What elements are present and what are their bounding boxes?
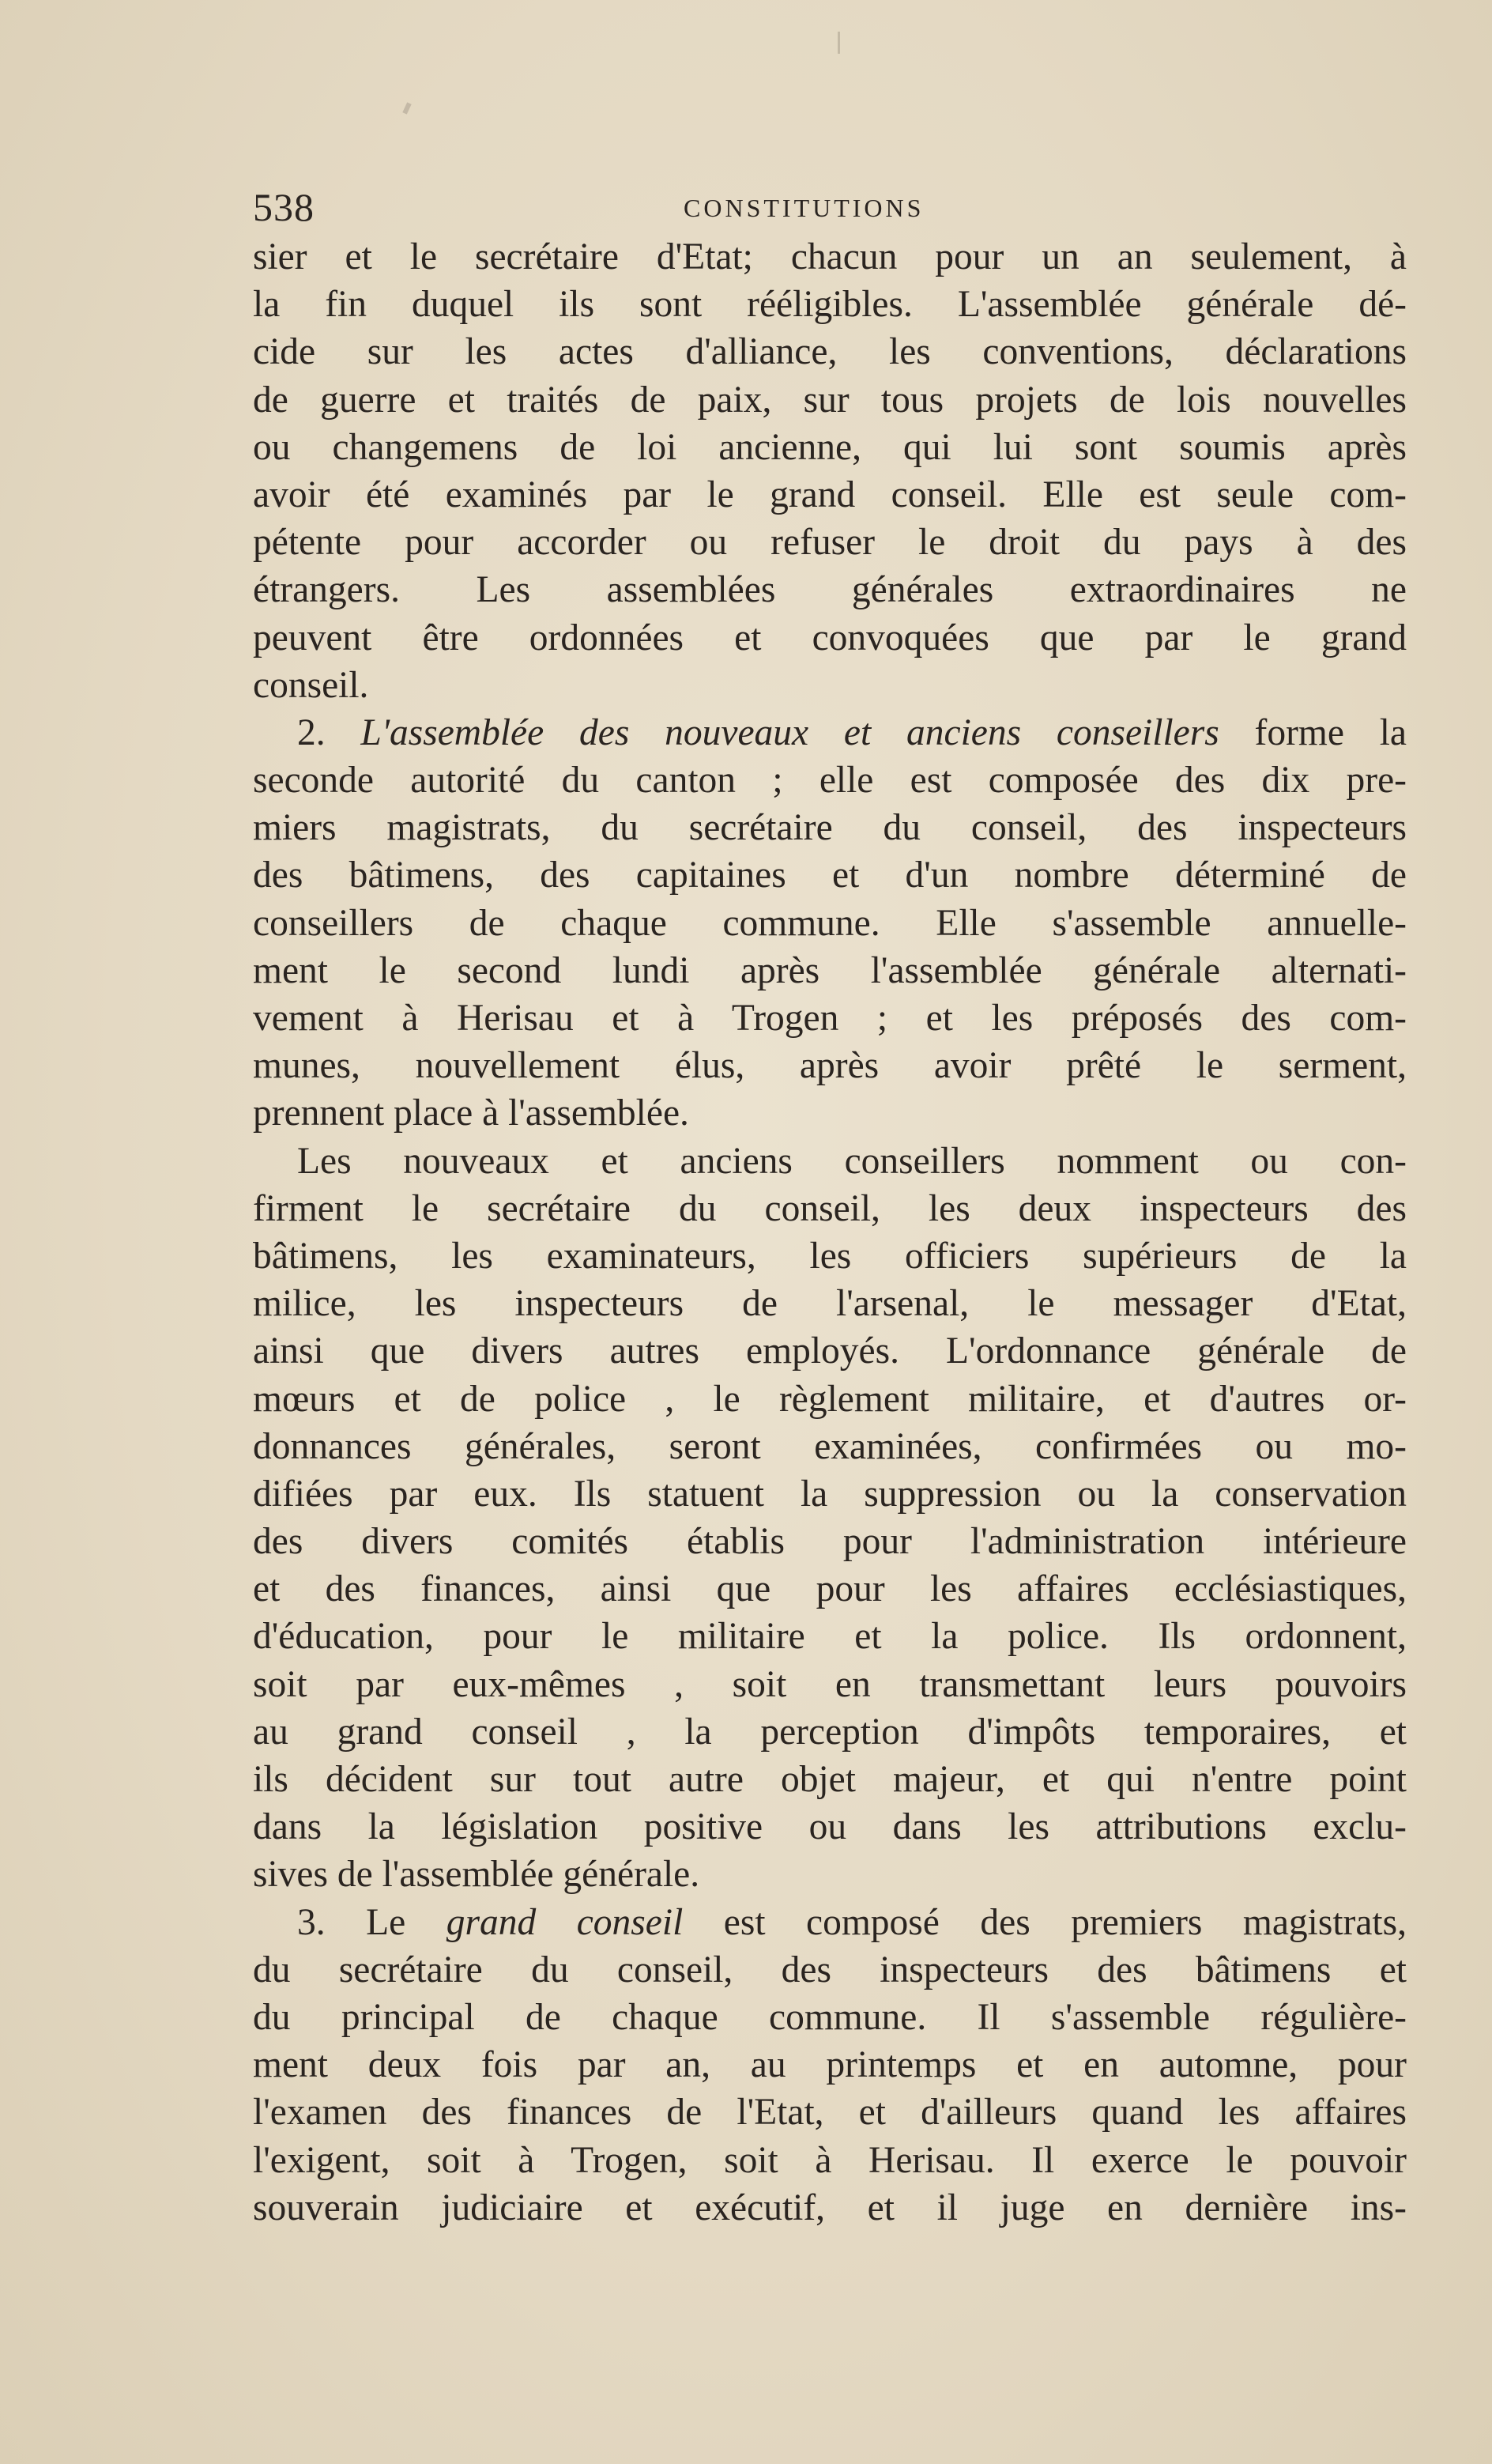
text-line: ou changemens de loi ancienne, qui lui sont soumis après [253, 426, 1407, 468]
running-head: CONSTITUTIONS [684, 194, 925, 222]
text-line: et des finances, ainsi que pour les affaires ecclésiastiques, [253, 1568, 1407, 1610]
text-line: avoir été examinés par le grand conseil. Elle est seule com- [253, 474, 1407, 515]
text-line: cide sur les actes d'alliance, les conventions, déclarations [253, 331, 1407, 373]
text-line: ils décident sur tout autre objet majeur, et qui n'entre point [253, 1759, 1407, 1800]
text-line: 2. L'assemblée des nouveaux et anciens conseillers forme la [297, 711, 1407, 753]
text-line: firment le secrétaire du conseil, les deux inspecteurs des [253, 1187, 1407, 1229]
text-line: des bâtimens, des capitaines et d'un nombre déterminé de [253, 855, 1407, 896]
text-line: la fin duquel ils sont rééligibles. L'assemblée générale dé- [253, 284, 1407, 326]
page-number: 538 [253, 185, 315, 229]
text-line: dans la législation positive ou dans les attributions exclu- [253, 1806, 1407, 1848]
text-line: du principal de chaque commune. Il s'assemble régulière- [253, 1996, 1407, 2038]
text-line: donnances générales, seront examinées, confirmées ou mo- [253, 1425, 1407, 1467]
text-line: miers magistrats, du secrétaire du conseil, des inspecteurs [253, 807, 1407, 849]
text-line: prennent place à l'assemblée. [253, 1092, 689, 1134]
text-line: munes, nouvellement élus, après avoir prêté le serment, [253, 1045, 1407, 1087]
text-line: au grand conseil , la perception d'impôts temporaires, et [253, 1711, 1407, 1753]
text-line: d'éducation, pour le militaire et la police. Ils ordonnent, [253, 1616, 1407, 1658]
text-line: peuvent être ordonnées et convoquées que par le grand [253, 617, 1407, 658]
text-line: ment le second lundi après l'assemblée générale alternati- [253, 949, 1407, 991]
text-line: vement à Herisau et à Trogen ; et les préposés des com- [253, 998, 1407, 1039]
text-line: sier et le secrétaire d'Etat; chacun pour un an seulement, à [253, 236, 1407, 277]
paper-speck [838, 32, 840, 54]
text-line: soit par eux-mêmes , soit en transmettant leurs pouvoirs [253, 1663, 1407, 1705]
text-line: Les nouveaux et anciens conseillers nomment ou con- [297, 1140, 1407, 1182]
text-line: mœurs et de police , le règlement militaire, et d'autres or- [253, 1378, 1407, 1420]
text-line: l'examen des finances de l'Etat, et d'ailleurs quand les affaires [253, 2092, 1407, 2134]
italic-term: grand conseil [446, 1901, 684, 1943]
text-line: conseil. [253, 664, 369, 706]
text-line: pétente pour accorder ou refuser le droit du pays à des [253, 522, 1407, 564]
text-line: ainsi que divers autres employés. L'ordonnance générale de [253, 1330, 1407, 1372]
text-line: ment deux fois par an, au printemps et en automne, pour [253, 2044, 1407, 2086]
text-line: conseillers de chaque commune. Elle s'assemble annuelle- [253, 902, 1407, 944]
text-line: milice, les inspecteurs de l'arsenal, le messager d'Etat, [253, 1283, 1407, 1325]
text-line: du secrétaire du conseil, des inspecteurs des bâtimens et [253, 1949, 1407, 1990]
text-line: de guerre et traités de paix, sur tous projets de lois nouvelles [253, 379, 1407, 421]
italic-term: L'assemblée des nouveaux et anciens conseillers [360, 711, 1219, 753]
text-line: des divers comités établis pour l'administration intérieure [253, 1521, 1407, 1563]
text-line: seconde autorité du canton ; elle est composée des dix pre- [253, 760, 1407, 802]
text-line: étrangers. Les assemblées générales extraordinaires ne [253, 569, 1407, 611]
text-line: l'exigent, soit à Trogen, soit à Herisau. Il exerce le pouvoir [253, 2139, 1407, 2181]
text-line: 3. Le grand conseil est composé des premiers magistrats, [297, 1901, 1407, 1943]
page-header [253, 183, 1407, 231]
body-text [253, 233, 1407, 2232]
text-line: difiées par eux. Ils statuent la suppression ou la conservation [253, 1473, 1407, 1515]
text-line: bâtimens, les examinateurs, les officiers supérieurs de la [253, 1235, 1407, 1277]
text-line: souverain judiciaire et exécutif, et il juge en dernière ins- [253, 2187, 1407, 2228]
text-line: sives de l'assemblée générale. [253, 1854, 700, 1896]
